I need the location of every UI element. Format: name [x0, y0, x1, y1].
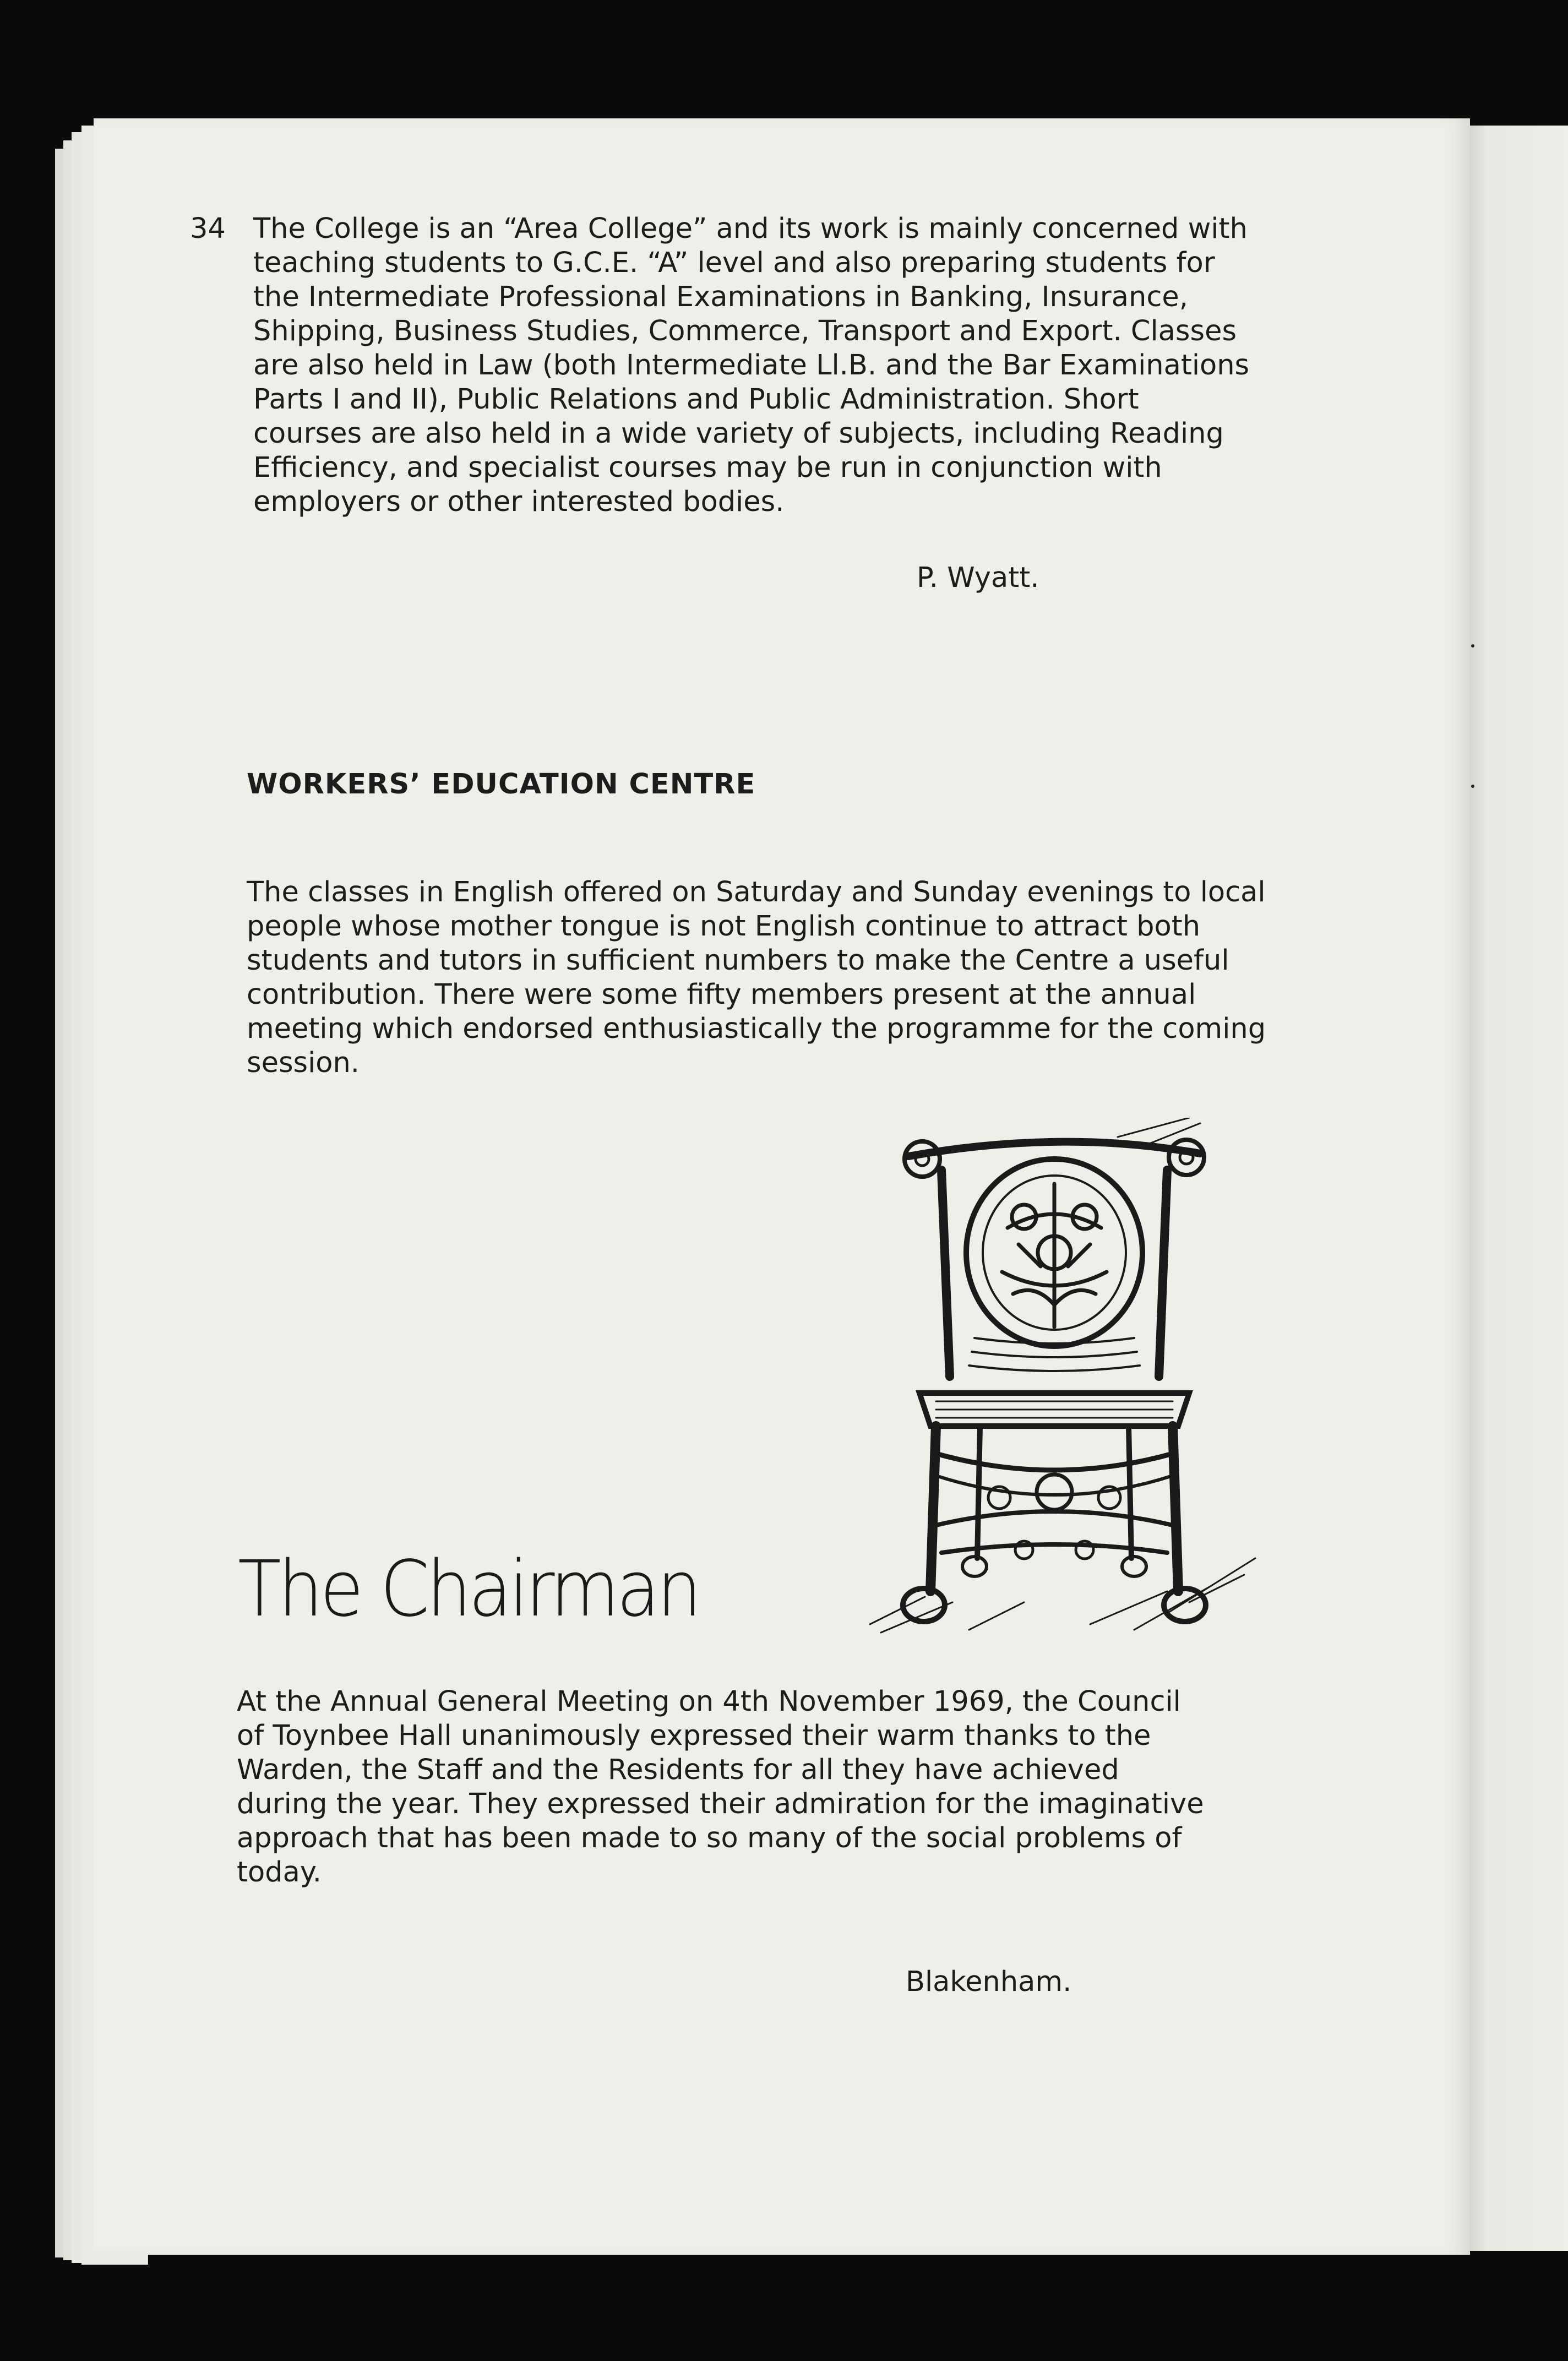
workers-centre-paragraph: The classes in English offered on Saturday and Sunday evenings to local people whose mother tongue is not English continue to attract both students and tutors in sufficient numbers to make the Centre a useful contribution. There were some fifty members present at the annual meeting which endorsed enthusiastically the programme for the coming session. — [247, 876, 1266, 1079]
college-signature: P. Wyatt. — [917, 562, 1039, 594]
facing-page-edge — [1464, 126, 1568, 2251]
edge-mark — [1471, 644, 1474, 648]
page-number: 34 — [190, 213, 226, 245]
chairman-title: The Chairman — [238, 1544, 699, 1634]
college-paragraph: The College is an “Area College” and its work is mainly concerned with teaching students to G.C.E. “A” level and also preparing students for the Intermediate Professional Examinations in Banking, Insurance, Shipping, Business Studies, Commerce, Transport and Export. Classes are also held in Law (both Intermediate Ll.B. and the Bar Examinations Parts I and II), Public Relations and Public Administration. Short courses are also held in a wide variety of subjects, including Reading Efficiency, and specialist courses may be run in conjunction with employers or other interested bodies. — [253, 213, 1250, 518]
edge-mark — [1471, 785, 1474, 788]
chair-illustration — [859, 1118, 1266, 1641]
chairman-signature: Blakenham. — [906, 1966, 1072, 1998]
section-heading-workers-centre: WORKERS’ EDUCATION CENTRE — [247, 768, 756, 801]
chairman-paragraph: At the Annual General Meeting on 4th November 1969, the Council of Toynbee Hall unanimously expressed their warm thanks to the Warden, the Staff and the Residents for all they have achieved during the year. They expressed their admiration for the imaginative approach that has been made to so many of the social problems of today. — [237, 1685, 1204, 1889]
